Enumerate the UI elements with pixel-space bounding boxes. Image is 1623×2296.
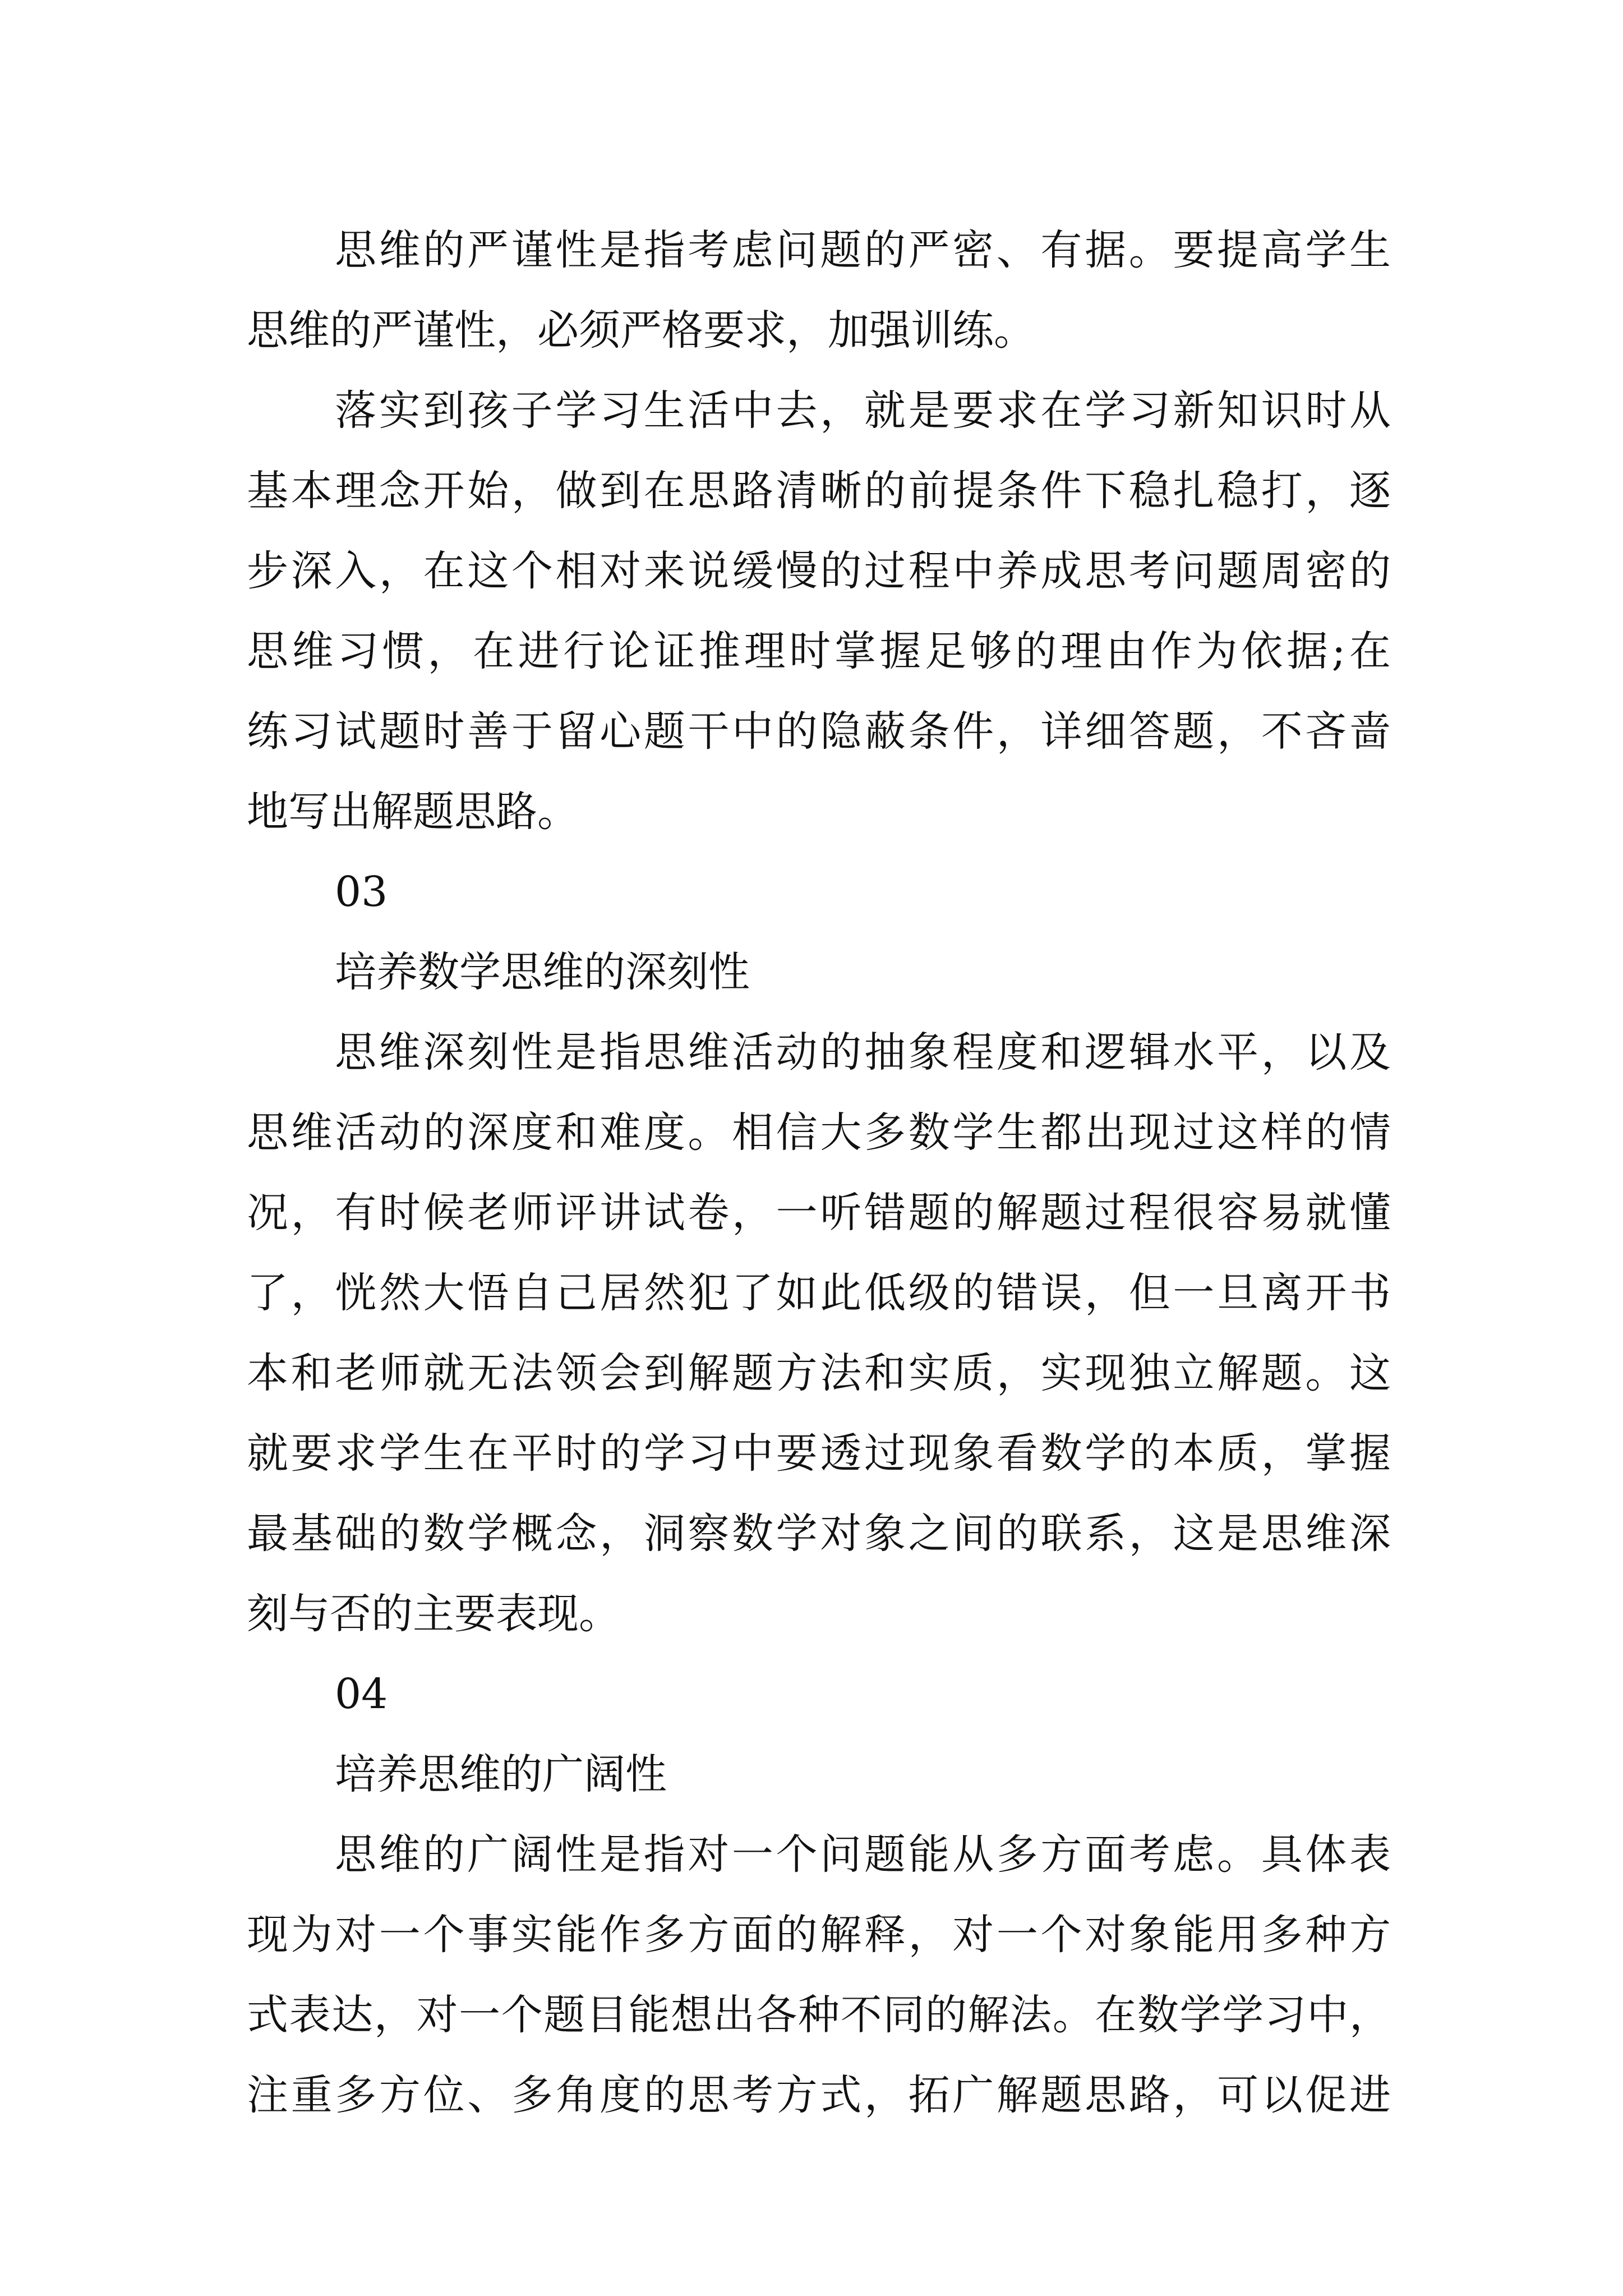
paragraph-line: 了，恍然大悟自己居然犯了如此低级的错误，但一旦离开书: [247, 1269, 1391, 1317]
paragraph-line: 地写出解题思路。: [247, 788, 579, 836]
paragraph-line: 思维习惯，在进行论证推理时掌握足够的理由作为依据;在: [247, 627, 1391, 675]
paragraph-line: 最基础的数学概念，洞察数学对象之间的联系，这是思维深: [247, 1510, 1391, 1558]
section-title: 培养思维的广阔性: [335, 1750, 667, 1798]
section-number: 03: [335, 868, 388, 916]
paragraph-line: 思维深刻性是指思维活动的抽象程度和逻辑水平，以及: [335, 1028, 1391, 1076]
section-title: 培养数学思维的深刻性: [335, 948, 750, 996]
paragraph-line: 步深入，在这个相对来说缓慢的过程中养成思考问题周密的: [247, 547, 1391, 595]
paragraph-line: 思维活动的深度和难度。相信大多数学生都出现过这样的情: [247, 1108, 1391, 1157]
paragraph-line: 基本理念开始，做到在思路清晰的前提条件下稳扎稳打，逐: [247, 467, 1391, 515]
paragraph-line: 思维的严谨性是指考虑问题的严密、有据。要提高学生: [335, 226, 1391, 274]
section-number: 04: [335, 1670, 388, 1718]
paragraph-line: 况，有时候老师评讲试卷，一听错题的解题过程很容易就懂: [247, 1189, 1391, 1237]
paragraph-line: 刻与否的主要表现。: [247, 1590, 620, 1638]
paragraph-line: 注重多方位、多角度的思考方式，拓广解题思路，可以促进: [247, 2071, 1391, 2119]
document-page: [247, 210, 1391, 2136]
paragraph-line: 就要求学生在平时的学习中要透过现象看数学的本质，掌握: [247, 1429, 1391, 1478]
paragraph-line: 练习试题时善于留心题干中的隐蔽条件，详细答题，不吝啬: [247, 707, 1391, 756]
paragraph-line: 思维的广阔性是指对一个问题能从多方面考虑。具体表: [335, 1830, 1391, 1879]
paragraph-line: 式表达，对一个题目能想出各种不同的解法。在数学学习中，: [247, 1991, 1391, 2039]
paragraph-line: 思维的严谨性，必须严格要求，加强训练。: [247, 306, 1035, 355]
paragraph-line: 落实到孩子学习生活中去，就是要求在学习新知识时从: [335, 386, 1391, 435]
paragraph-line: 本和老师就无法领会到解题方法和实质，实现独立解题。这: [247, 1349, 1391, 1397]
paragraph-line: 现为对一个事实能作多方面的解释，对一个对象能用多种方: [247, 1911, 1391, 1959]
